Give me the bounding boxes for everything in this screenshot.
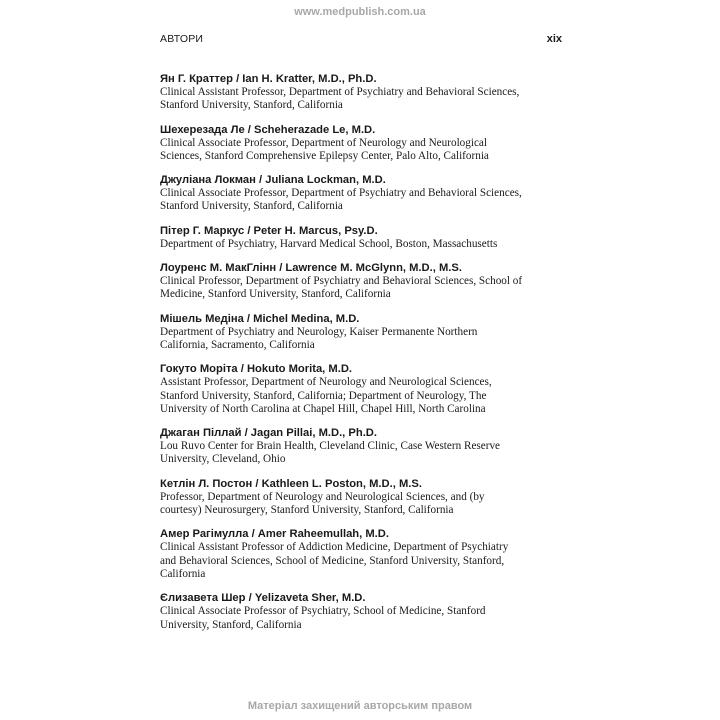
affiliation-line: Clinical Professor, Department of Psychiatry and Behavioral Sciences, School of [160, 275, 523, 288]
affiliation-line: Department of Psychiatry, Harvard Medical School, Boston, Massachusetts [160, 237, 498, 250]
affiliation-line: Department of Psychiatry and Neurology, Kaiser Permanente Northern [160, 325, 478, 338]
author-entry [160, 312, 565, 353]
author-name: Мішель Медіна / Michel Medina, M.D. [160, 312, 360, 325]
author-list [160, 72, 565, 642]
affiliation-line: Clinical Associate Professor, Department of Psychiatry and Behavioral Sciences, [160, 187, 522, 200]
affiliation-line: University, Cleveland, Ohio [160, 453, 286, 466]
author-entry [160, 527, 565, 581]
author-entry [160, 173, 565, 214]
author-name: Пітер Г. Маркус / Peter H. Marcus, Psy.D. [160, 224, 378, 237]
author-entry [160, 261, 565, 302]
author-affiliation [160, 491, 565, 518]
affiliation-line: Stanford University, Stanford, California [160, 99, 343, 112]
affiliation-line: Assistant Professor, Department of Neurology and Neurological Sciences, [160, 376, 492, 389]
author-affiliation [160, 86, 565, 113]
affiliation-line: Medicine, Stanford University, Stanford, California [160, 288, 391, 301]
affiliation-line: Clinical Associate Professor of Psychiatry, School of Medicine, Stanford [160, 605, 486, 618]
author-entry [160, 362, 565, 416]
author-name: Єлизавета Шер / Yelizaveta Sher, M.D. [160, 592, 366, 605]
watermark-url: www.medpublish.com.ua [294, 6, 426, 18]
affiliation-line: University, Stanford, California [160, 618, 302, 631]
author-name: Гокуто Моріта / Hokuto Morita, M.D. [160, 363, 353, 376]
author-entry [160, 72, 565, 113]
author-entry [160, 477, 565, 518]
author-affiliation [160, 137, 565, 164]
running-head [160, 33, 562, 45]
affiliation-line: Clinical Assistant Professor, Department of Psychiatry and Behavioral Sciences, [160, 86, 520, 98]
author-name: Джаган Піллай / Jagan Pillai, M.D., Ph.D. [160, 427, 377, 440]
affiliation-line: California, Sacramento, California [160, 338, 315, 351]
affiliation-line: Professor, Department of Neurology and Neurological Sciences, and (by [160, 490, 485, 503]
author-affiliation [160, 275, 565, 302]
affiliation-line: Sciences, Stanford Comprehensive Epilepsy Center, Palo Alto, California [160, 149, 489, 162]
author-affiliation [160, 238, 565, 251]
affiliation-line: Stanford University, Stanford, California; Department of Neurology, The [160, 389, 487, 402]
affiliation-line: Clinical Assistant Professor of Addiction Medicine, Department of Psychiatry [160, 541, 509, 554]
author-affiliation [160, 376, 565, 416]
affiliation-line: California [160, 567, 206, 580]
section-title: АВТОРИ [160, 33, 204, 45]
author-affiliation [160, 541, 565, 581]
affiliation-line: Lou Ruvo Center for Brain Health, Cleveland Clinic, Case Western Reserve [160, 440, 501, 453]
affiliation-line: and Behavioral Sciences, School of Medicine, Stanford University, Stanford, [160, 554, 505, 567]
author-name: Шехерезада Ле / Scheherazade Le, M.D. [160, 123, 376, 136]
author-entry [160, 591, 565, 632]
author-entry [160, 224, 565, 251]
author-affiliation [160, 605, 565, 632]
author-affiliation [160, 187, 565, 214]
author-name: Лоуренс М. МакГлінн / Lawrence M. McGlynn, M.D., M.S. [160, 262, 462, 275]
author-name: Джуліана Локман / Juliana Lockman, M.D. [160, 174, 386, 187]
page-number: xix [546, 33, 562, 45]
author-entry [160, 426, 565, 467]
copyright-watermark: Матеріал захищений авторським правом [247, 700, 473, 712]
author-entry [160, 123, 565, 164]
affiliation-line: University of North Carolina at Chapel Hill, Chapel Hill, North Carolina [160, 402, 486, 415]
author-name: Кетлін Л. Постон / Kathleen L. Poston, M.D., M.S. [160, 477, 422, 490]
author-affiliation [160, 440, 565, 467]
author-name: Ян Г. Краттер / Ian H. Kratter, M.D., Ph.D. [160, 73, 377, 85]
author-name: Амер Рагімулла / Amer Raheemullah, M.D. [160, 528, 389, 541]
affiliation-line: Stanford University, Stanford, California [160, 200, 343, 213]
affiliation-line: courtesy) Neurosurgery, Stanford University, Stanford, California [160, 504, 454, 517]
affiliation-line: Clinical Associate Professor, Department of Neurology and Neurological [160, 136, 488, 149]
author-affiliation [160, 326, 565, 353]
